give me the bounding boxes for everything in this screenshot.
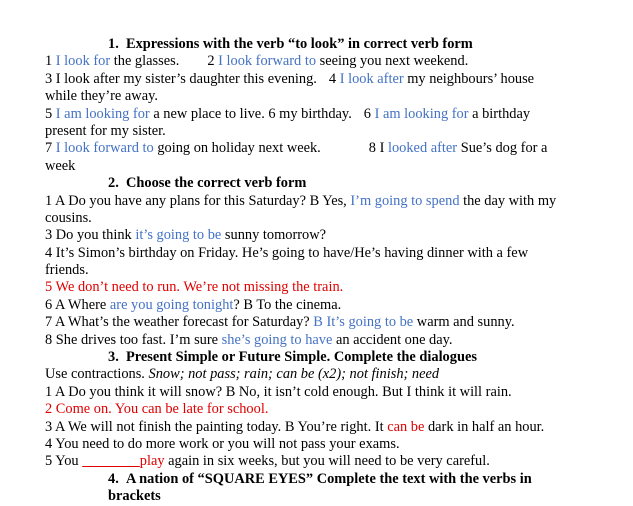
- answer: are you going tonight: [109, 296, 234, 313]
- text: 8 She drives too fast. I’m sure: [45, 331, 222, 348]
- text: my neighbours’ house: [403, 70, 535, 87]
- text: ? B To the cinema.: [233, 296, 342, 313]
- s1-line-1: [45, 53, 605, 70]
- answer: I look forward to: [218, 53, 317, 70]
- s2-line-3: [45, 227, 605, 244]
- s2-line-9: [45, 332, 605, 349]
- answer: I am looking for: [374, 105, 469, 122]
- s1-line-3: while they’re away.: [45, 88, 158, 105]
- text: again in six weeks, but you will need to be very careful.: [164, 453, 490, 470]
- s3-line-4: [45, 419, 605, 436]
- text: 3 A We will not finish the painting today. B You’re right. It: [45, 418, 388, 435]
- text: dark in half an hour.: [424, 418, 545, 435]
- section-1-heading: 1. Expressions with the verb “to look” in correct verb form: [108, 36, 473, 52]
- answer: play: [139, 453, 165, 470]
- s3-line-3: 2 Come on. You can be late for school.: [45, 401, 269, 418]
- answer: I look after: [339, 70, 404, 87]
- answer-blank: [82, 453, 140, 469]
- text: 8 I: [368, 140, 388, 157]
- s2-line-2: cousins.: [45, 209, 92, 226]
- s2-line-4: 4 It’s Simon’s birthday on Friday. He’s going to have/He’s having dinner with a few: [45, 244, 529, 261]
- section-4-heading: 4. A nation of “SQUARE EYES” Complete the text with the verbs in: [108, 470, 532, 487]
- s3-line-5: 4 You need to do more work or you will not pass your exams.: [45, 435, 400, 452]
- s1-line-7: week: [45, 157, 76, 174]
- section-2-heading: 2. Choose the correct verb form: [108, 175, 307, 192]
- s1-line-6: [45, 140, 605, 157]
- text: 5: [45, 105, 56, 122]
- text: 3 I look after my sister’s daughter this evening.: [45, 70, 317, 87]
- word-list: Snow; not pass; rain; can be (x2); not finish; need: [148, 366, 440, 383]
- s2-line-8: [45, 314, 605, 331]
- answer: I look forward to: [55, 140, 154, 157]
- text: 6: [363, 105, 375, 122]
- answer: I look for: [55, 53, 111, 70]
- text: 1: [45, 53, 56, 70]
- text: 5 You: [45, 453, 83, 470]
- s2-line-1: [45, 193, 605, 210]
- text: the glasses.: [110, 53, 180, 70]
- s3-line-1: [45, 366, 605, 383]
- text: sunny tomorrow?: [221, 227, 327, 244]
- text: going on holiday next week.: [153, 140, 321, 157]
- s3-line-6: [45, 453, 605, 470]
- text: Use contractions.: [45, 366, 149, 383]
- section-4-heading-cont: brackets: [108, 488, 161, 505]
- answer: it’s going to be: [135, 227, 222, 244]
- text: a birthday: [468, 105, 531, 122]
- answer: I am looking for: [55, 105, 150, 122]
- text: 1 A Do you have any plans for this Saturday? B Yes,: [45, 192, 351, 209]
- s1-line-5: present for my sister.: [45, 122, 166, 139]
- worksheet: [45, 36, 605, 506]
- text: Sue’s dog for a: [457, 140, 548, 157]
- answer: looked after: [387, 140, 458, 157]
- text: 7: [45, 140, 56, 157]
- s2-line-7: [45, 297, 605, 314]
- s3-line-2: 1 A Do you think it will snow? B No, it isn’t cold enough. But I think it will rain.: [45, 383, 512, 400]
- text: 7 A What’s the weather forecast for Saturday?: [45, 314, 314, 331]
- text: 6 A Where: [45, 296, 110, 313]
- answer: I’m going to spend: [350, 192, 460, 209]
- text: the day with my: [459, 192, 557, 209]
- s1-line-4: [45, 106, 605, 123]
- answer: she’s going to have: [221, 331, 333, 348]
- s2-line-6: 5 We don’t need to run. We’re not missing the train.: [45, 279, 344, 296]
- text: 3 Do you think: [45, 227, 136, 244]
- text: 4: [328, 70, 340, 87]
- section-3-heading: 3. Present Simple or Future Simple. Complete the dialogues: [108, 349, 477, 366]
- text: an accident one day.: [332, 331, 453, 348]
- text: seeing you next weekend.: [316, 53, 469, 70]
- s1-line-2: [45, 71, 605, 88]
- text: a new place to live. 6 my birthday.: [149, 105, 352, 122]
- text: warm and sunny.: [413, 314, 515, 331]
- answer: B It’s going to be: [313, 314, 414, 331]
- s2-line-5: friends.: [45, 262, 89, 279]
- answer: can be: [387, 418, 425, 435]
- text: 2: [207, 53, 219, 70]
